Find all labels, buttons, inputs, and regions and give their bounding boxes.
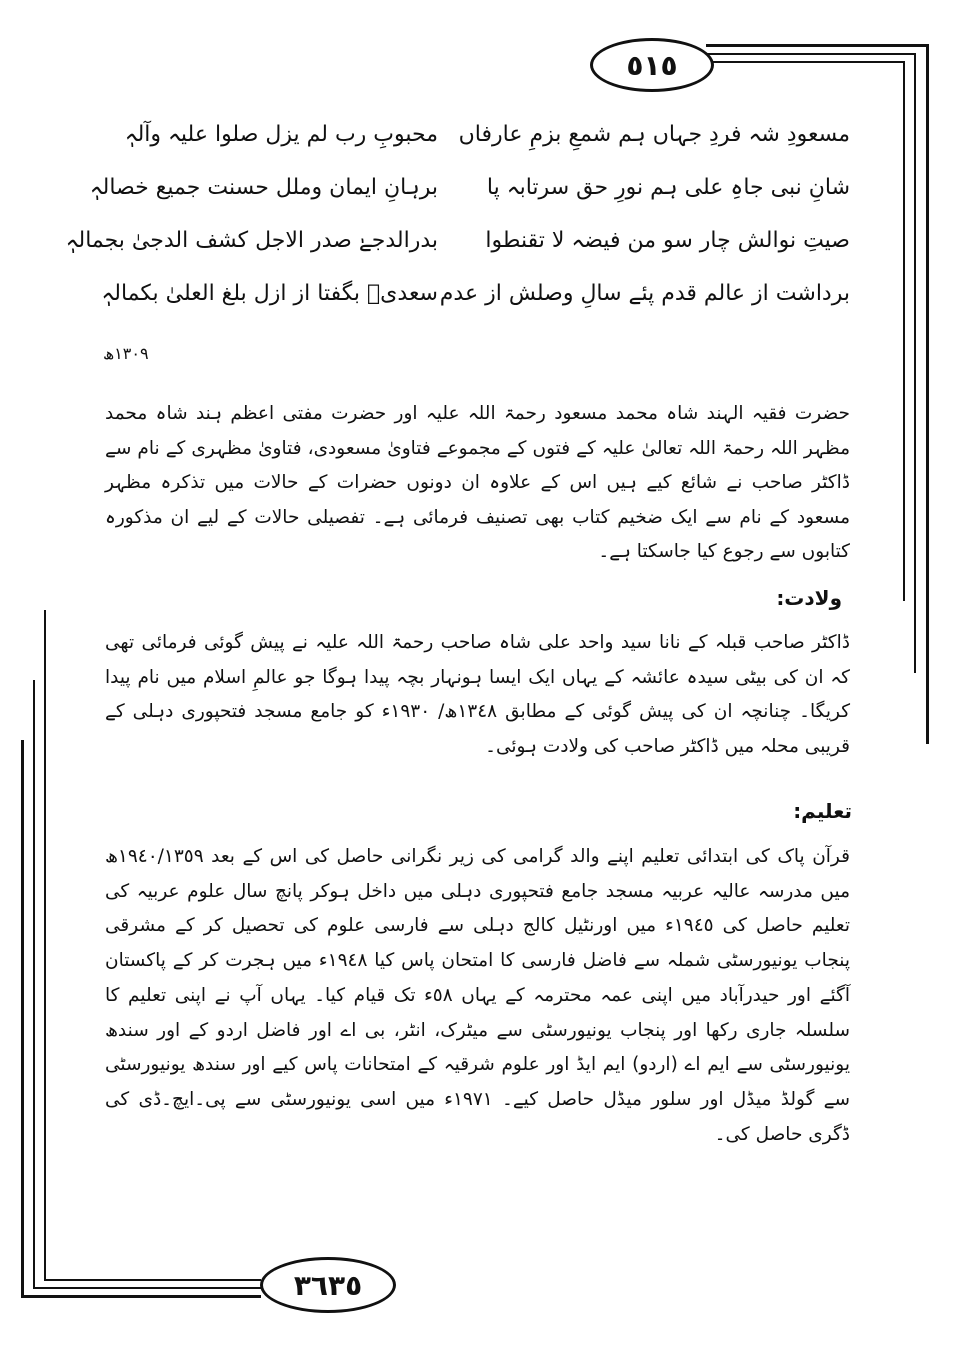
chronogram-year: ١٣٠٩ھ bbox=[103, 344, 149, 363]
frame-right-line-middle bbox=[914, 53, 916, 673]
verse-first-hemistich: صیتِ نوالش چار سو من فیضہ لا تقنطوا bbox=[485, 228, 850, 253]
verse-first-hemistich: شانِ نبی جاہِ علی ہم نورِ حق سرتابہ پا bbox=[486, 175, 850, 200]
verse-second-hemistich: برہانِ ایمان وملل حسنت جمیع خصالہٖ bbox=[89, 175, 438, 200]
frame-left-line-middle bbox=[33, 680, 35, 1289]
frame-right-line-outer bbox=[926, 44, 929, 744]
verse-row bbox=[89, 161, 850, 214]
frame-top-line-inner bbox=[706, 61, 904, 63]
page-number-top: ٥١٥ bbox=[590, 38, 714, 92]
verse-first-hemistich: برداشت از عالم قدم پئے سالِ وصلش از عدم bbox=[439, 281, 850, 306]
frame-left-line-outer bbox=[21, 740, 24, 1297]
verse-row bbox=[101, 267, 850, 320]
education-paragraph bbox=[105, 840, 850, 1152]
intro-paragraph bbox=[105, 397, 850, 570]
intro-text: حضرت فقیہ الہند شاہ محمد مسعود رحمۃ اللہ علیہ اور حضرت مفتی اعظم ہند شاہ محمد مظہر اللہ رحمۃ اللہ تعالیٰ علیہ کے فتوں کے مجموعے فتاویٰ مسعودی، فتاویٰ مظہری کے نام سے ڈاکٹر صاحب نے شائع کیے ہیں اس کے علاوہ ان دونوں حضرات کے حالات میں تذکرہ مظہر مسعود کے نام سے ایک ضخیم کتاب بھی تصنیف فرمائی ہے۔ تفصیلی حالات کے لیے ان مذکورہ کتابوں سے رجوع کیا جاسکتا ہے۔ bbox=[105, 403, 850, 562]
education-text: قرآن پاک کی ابتدائی تعلیم اپنے والد گرامی کی زیر نگرانی حاصل کی اس کے بعد ١٩٤٠/١٣٥٩ھ میں مدرسہ عالیہ عربیہ مسجد جامع فتحپوری دہلی میں داخل ہوکر پانچ سال علوم عربیہ کی تعلیم حاصل کی ١٩٤٥ء میں اورنٹیل کالج دہلی سے فارسی علوم کی تحصیل کر کے مشرقی پنجاب یونیورسٹی شملہ سے فاضل فارسی کا امتحان پاس کیا ١٩٤٨ء میں ہجرت کر کے پاکستان آگئے اور حیدرآباد میں اپنی عمہ محترمہ کے یہاں ٥٨ء تک قیام کیا۔ یہاں آپ نے اپنی تعلیم کا سلسلہ جاری رکھا اور پنجاب یونیورسٹی سے میٹرک، انٹر، بی اے اور فاضل اردو کے اور سندھ یونیورسٹی سے ایم اے (اردو) ایم ایڈ اور علوم شرقیہ کے امتحانات پاس کیے اور سندھ یونیورسٹی سے گولڈ میڈل اور سلور میڈل حاصل کیے۔ ١٩٧١ء میں اسی یونیورسٹی سے پی۔ایچ۔ڈی کی ڈگری حاصل کی۔ bbox=[105, 846, 850, 1145]
verse-block bbox=[65, 108, 850, 320]
education-heading: تعلیم: bbox=[793, 799, 852, 823]
verse-second-hemistich: سعدیؔ بگفتا از ازل بلغ العلیٰ بکمالہٖ bbox=[101, 281, 438, 306]
birth-paragraph bbox=[105, 626, 850, 764]
frame-bottom-line-inner bbox=[44, 1279, 261, 1281]
birth-text: ڈاکٹر صاحب قبلہ کے نانا سید واحد علی شاہ صاحب رحمۃ اللہ علیہ نے پیش گوئی فرمائی تھی کہ ان کی بیٹی سیدہ عائشہ کے یہاں ایک ایسا ہونہار بچہ پیدا ہوگا جو عالمِ اسلام میں نام پیدا کریگا۔ چنانچہ ان کی پیش گوئی کے مطابق ١٣٤٨ھ/ ١٩٣٠ء کو جامع مسجد فتحپوری دہلی کے قریبی محلہ میں ڈاکٹر صاحب کی ولادت ہوئی۔ bbox=[105, 632, 851, 757]
verse-second-hemistich: محبوبِ رب لم یزل صلوا علیہ وآلہٖ bbox=[124, 122, 438, 147]
frame-right-line-inner bbox=[903, 61, 905, 601]
birth-heading: ولادت: bbox=[776, 586, 842, 610]
frame-left-line-inner bbox=[44, 610, 46, 1281]
verse-first-hemistich: مسعودِ شہ فردِ جہاں ہم شمعِ بزمِ عارفاں bbox=[458, 122, 850, 147]
frame-top-line-middle bbox=[706, 53, 916, 55]
verse-row bbox=[65, 214, 850, 267]
frame-top-line-outer bbox=[706, 44, 928, 47]
frame-bottom-line-middle bbox=[33, 1287, 261, 1289]
verse-second-hemistich: بدرالدجےٰ صدر الاجل کشف الدجیٰ بجمالہٖ bbox=[65, 228, 438, 253]
page-number-bottom: ٣٦٣٥ bbox=[260, 1257, 396, 1313]
frame-bottom-line-outer bbox=[21, 1295, 261, 1298]
verse-row bbox=[108, 108, 850, 161]
